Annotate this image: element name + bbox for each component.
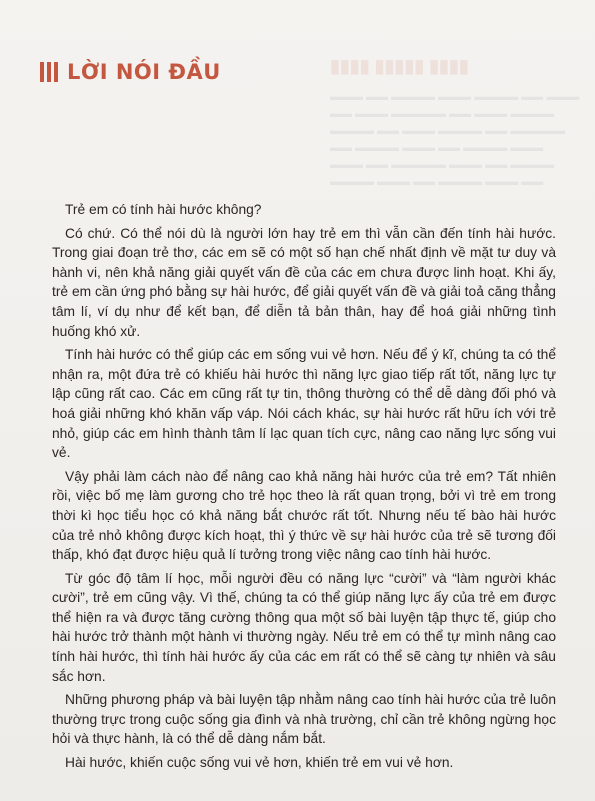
section-heading — [40, 60, 221, 84]
show-through-text: ▮▮▮▮ ▮▮▮▮▮ ▮▮▮▮ ▬▬▬ ▬▬ ▬▬▬▬ ▬▬▬ ▬▬▬▬ ▬▬ ▬▬▬ ▬▬ ▬▬▬ ▬▬▬▬▬ ▬▬ ▬▬▬ ▬▬▬▬ ▬▬▬▬ ▬▬ ▬▬▬ ▬▬▬▬ ▬▬ ▬▬▬▬▬ ▬▬ ▬▬▬▬ ▬▬▬ ▬▬ ▬▬▬▬ ▬▬▬ ▬▬▬ ▬▬ ▬▬▬▬▬ ▬▬▬ ▬▬ ▬▬▬▬ ▬▬▬▬ ▬▬▬ ▬▬ ▬▬▬▬ ▬▬▬ ▬▬ — [330, 56, 580, 188]
paragraph: Vậy phải làm cách nào để nâng cao khả năng hài hước của trẻ em? Tất nhiên rồi, việc bố mẹ làm gương cho trẻ học theo là rất quan trọng, bởi vì trẻ em trong thời kì học tiểu học có khả năng bắt chước rất tốt. Nhưng nếu tế bào hài hước của trẻ nhỏ không được kích hoạt, thì ý thức về sự hài hước của trẻ sẽ tương đối thấp, khó đạt được hiệu quả lí tưởng trong việc nâng cao tính hài hước. — [52, 468, 556, 563]
paragraph: Từ góc độ tâm lí học, mỗi người đều có năng lực “cười” và “làm người khác cười”, trẻ em cũng vậy. Vì thế, chúng ta có thể giúp năng lực ấy của trẻ em được thể hiện ra và được tăng cường thông qua một số bài luyện tập thực tế, giúp cho hài hước trở thành một hành vi thường ngày. Nếu trẻ em có thể tự mình nâng cao tính hài hước, thì tính hài hước ấy của các em rất có thể sẽ càng tự nhiên và sâu sắc hơn. — [52, 570, 556, 684]
preface-body — [52, 200, 556, 777]
paragraph: Có chứ. Có thể nói dù là người lớn hay trẻ em thì vẫn cần đến tính hài hước. Trong giai đoạn trẻ thơ, các em sẽ có một số hạn chế nhất định về mặt tư duy và hành vi, nên khả năng giải quyết vấn đề của các em chưa được linh hoạt. Khi ấy, trẻ em cần ứng phó bằng sự hài hước, để giải quyết vấn đề và giải toả căng thẳng tâm lí, ví dụ như để kết bạn, để diễn tả bản thân, hay để hoá giải những tình huống khó xử. — [52, 225, 556, 339]
paragraph: Trẻ em có tính hài hước không? — [65, 202, 262, 217]
paragraph: Hài hước, khiến cuộc sống vui vẻ hơn, khiến trẻ em vui vẻ hơn. — [65, 755, 454, 771]
paragraph: Tính hài hước có thể giúp các em sống vui vẻ hơn. Nếu để ý kĩ, chúng ta có thể nhận ra, một đứa trẻ có khiếu hài hước thì năng lực giao tiếp rất tốt, năng lực tự lập cũng rất cao. Các em cũng rất tự tin, thông thường có thể dễ dàng đối phó và hoá giải những khó khăn vấp váp. Nói cách khác, sự hài hước rất hữu ích với trẻ nhỏ, giúp các em hình thành tâm lí lạc quan tích cực, nâng cao năng lực sống vui vẻ. — [52, 347, 556, 461]
page-title: LỜI NÓI ĐẦU — [67, 60, 221, 84]
heading-bars-icon — [40, 62, 58, 82]
paragraph: Những phương pháp và bài luyện tập nhằm nâng cao tính hài hước của trẻ luôn thường trực trong cuộc sống gia đình và nhà trường, chỉ cần trẻ không ngừng học hỏi và thực hành, là có thể dễ dàng nắm bắt. — [52, 692, 556, 747]
